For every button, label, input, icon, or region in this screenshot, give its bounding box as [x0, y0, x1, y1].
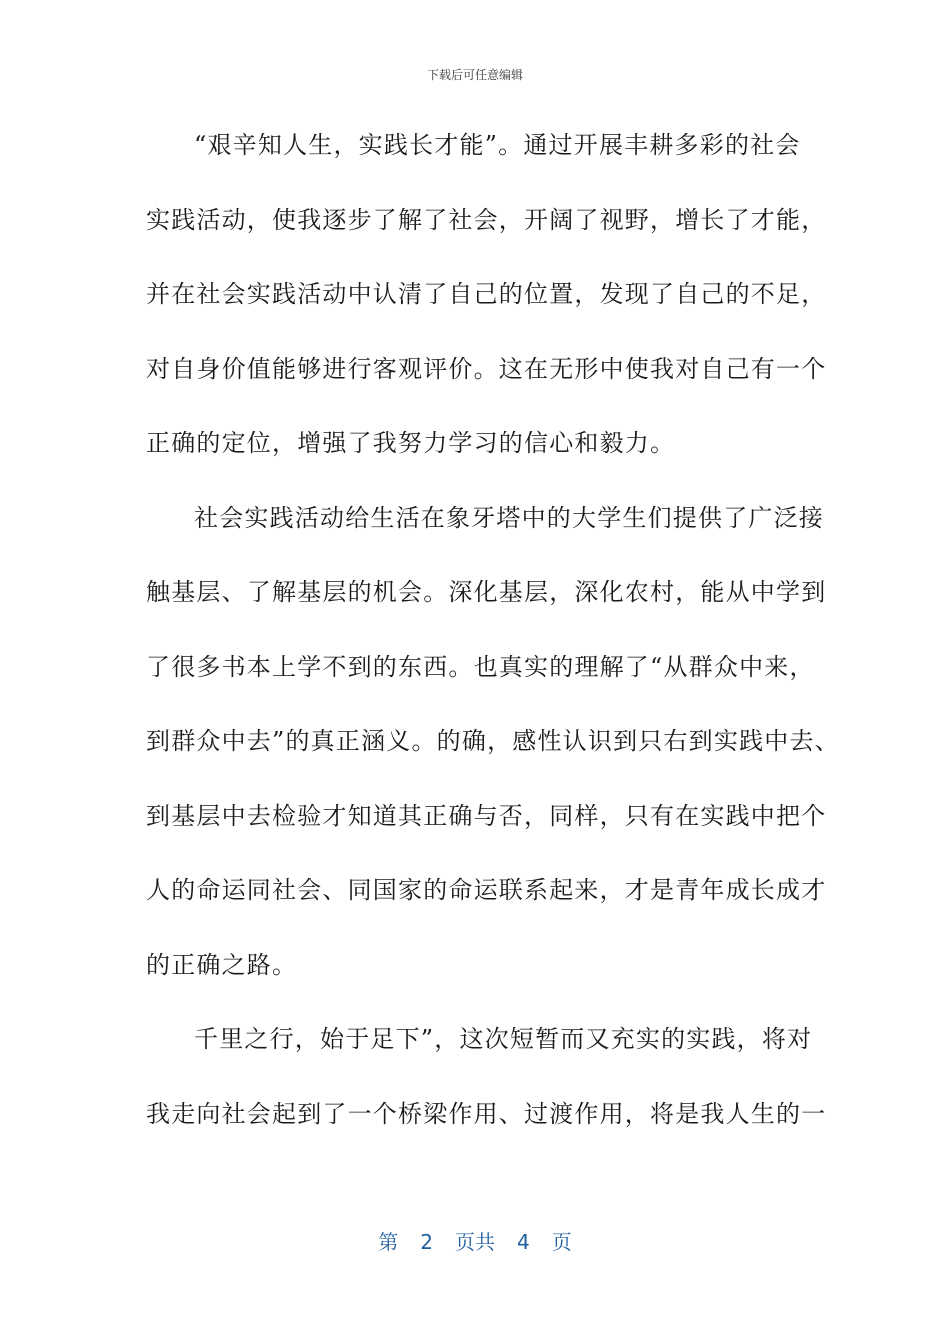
paragraph-2-line-4: 到群众中去”的真正涵义。的确，感性认识到只右到实践中去、 [146, 727, 840, 755]
paragraph-2-line-2: 触基层、了解基层的机会。深化基层，深化农村，能从中学到 [146, 578, 827, 606]
footer-middle: 页共 [455, 1230, 495, 1254]
paragraph-3-line-2: 我走向社会起到了一个桥梁作用、过渡作用，将是我人生的一 [146, 1099, 827, 1128]
paragraph-1-line-1: “艰辛知人生，实践长才能”。通过开展丰耕多彩的社会 [194, 131, 801, 159]
page-footer [0, 1226, 950, 1255]
paragraph-2-line-7: 的正确之路。 [146, 950, 298, 979]
footer-suffix: 页 [551, 1230, 572, 1254]
paragraph-1-line-5: 正确的定位，增强了我努力学习的信心和毅力。 [146, 429, 676, 457]
paragraph-2-line-3: 了很多书本上学不到的东西。也真实的理解了“从群众中来， [146, 652, 815, 681]
document-body [146, 108, 840, 1151]
paragraph-2-line-6: 人的命运同社会、同国家的命运联系起来，才是青年成长成才 [146, 876, 827, 904]
footer-prefix: 第 [378, 1230, 399, 1254]
paragraph-3-line-1: 千里之行，始于足下”，这次短暂而又充实的实践，将对 [194, 1025, 813, 1053]
paragraph-1-line-3: 并在社会实践活动中认清了自己的位置，发现了自己的不足， [146, 280, 827, 308]
paragraph-1-line-2: 实践活动，使我逐步了解了社会，开阔了视野，增长了才能， [146, 205, 827, 234]
paragraph-2-line-1: 社会实践活动给生活在象牙塔中的大学生们提供了广泛接 [194, 503, 824, 532]
page-header-note: 下载后可任意编辑 [426, 68, 523, 82]
footer-current-page: 2 [420, 1230, 433, 1254]
footer-total-pages: 4 [517, 1230, 530, 1254]
paragraph-2-line-5: 到基层中去检验才知道其正确与否，同样，只有在实践中把个 [146, 801, 827, 830]
paragraph-1-line-4: 对自身价值能够进行客观评价。这在无形中使我对自己有一个 [146, 354, 827, 383]
